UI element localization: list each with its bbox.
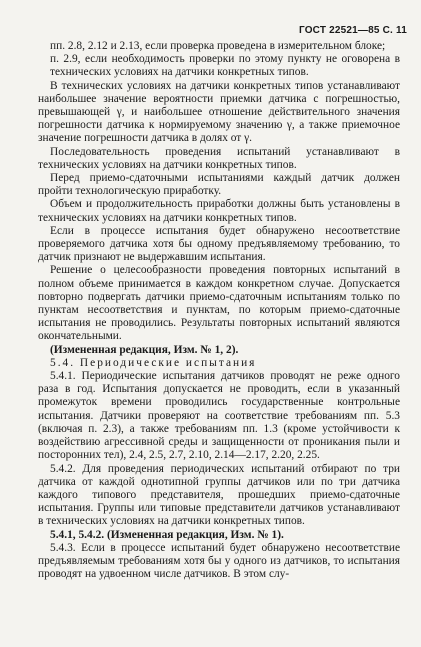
amendment-note: 5.4.1, 5.4.2. (Измененная редакция, Изм. № 1). bbox=[50, 528, 284, 541]
paragraph: Если в процессе испытания будет обнаружено несоответствие проверяемого датчика хотя бы одному предъявляемому требованию, то датчик признают не выдержавшим испытания. bbox=[38, 224, 400, 264]
paragraph: Объем и продолжительность приработки должны быть установлены в технических условиях на датчики конкретных типов. bbox=[38, 198, 400, 224]
paragraph: Решение о целесообразности проведения повторных испытаний в полном объеме принимается в каждом конкретном случае. Допускается повторно подвергать датчики приемо-сдаточным испытаниям только по пунктам несоответствия и пунктам, по которым приемо-сдаточные испытания не проводились. Результаты повторных испытаний являются окончательными. bbox=[38, 264, 400, 343]
paragraph: 5.4.2. Для проведения периодических испытаний отбирают по три датчика от каждой однотипной группы датчиков или по три датчика каждого типового представителя, прошедших приемо-сдаточные испытания. Группы или типовые представители датчиков устанавливают в технических условиях на датчики конкретных типов. bbox=[38, 462, 400, 528]
page-header: ГОСТ 22521—85 С. 11 bbox=[298, 25, 407, 36]
paragraph: п. 2.9, если необходимость проверки по этому пункту не оговорена в технических условиях на датчики конкретных типов. bbox=[50, 53, 400, 79]
amendment-note: (Измененная редакция, Изм. № 1, 2). bbox=[50, 343, 239, 356]
paragraph: пп. 2.8, 2.12 и 2.13, если проверка проведена в измерительном блоке; bbox=[50, 40, 386, 52]
paragraph: Перед приемо-сдаточными испытаниями каждый датчик должен пройти технологическую приработку. bbox=[38, 172, 400, 198]
paragraph: 5.4.3. Если в процессе испытаний будет обнаружено несоответствие предъявляемым требованиям хотя бы у одного из датчиков, то испытания проводят на удвоенном числе датчиков. В этом слу- bbox=[38, 541, 400, 581]
section-heading: 5.4. Периодические испытания bbox=[50, 356, 257, 369]
paragraph: Последовательность проведения испытаний устанавливают в технических условиях на датчики конкретных типов. bbox=[38, 145, 400, 171]
paragraph: В технических условиях на датчики конкретных типов устанавливают наибольшее значение вероятности приемки датчика с погрешностью, превышающей γ, и наибольшее отношение действительного значения погрешности датчика к нормируемому значению γ, а также приемочное значение погрешности датчика в долях от γ. bbox=[38, 79, 400, 145]
document-body bbox=[38, 40, 400, 581]
paragraph: 5.4.1. Периодические испытания датчиков проводят не реже одного раза в год. Испытания допускается не проводить, если в указанный промежуток времени проводились государственные контрольные испытания. Датчики проверяют на соответствие требованиям пп. 5.3 (включая п. 2.3), а также требованиям пп. 1.3 (кроме устойчивости к воздействию агрессивной среды и защищенности от проникания пыли и посторонних тел), 2.4, 2.5, 2.7, 2.10, 2.14—2.17, 2.20, 2.25. bbox=[38, 370, 400, 462]
